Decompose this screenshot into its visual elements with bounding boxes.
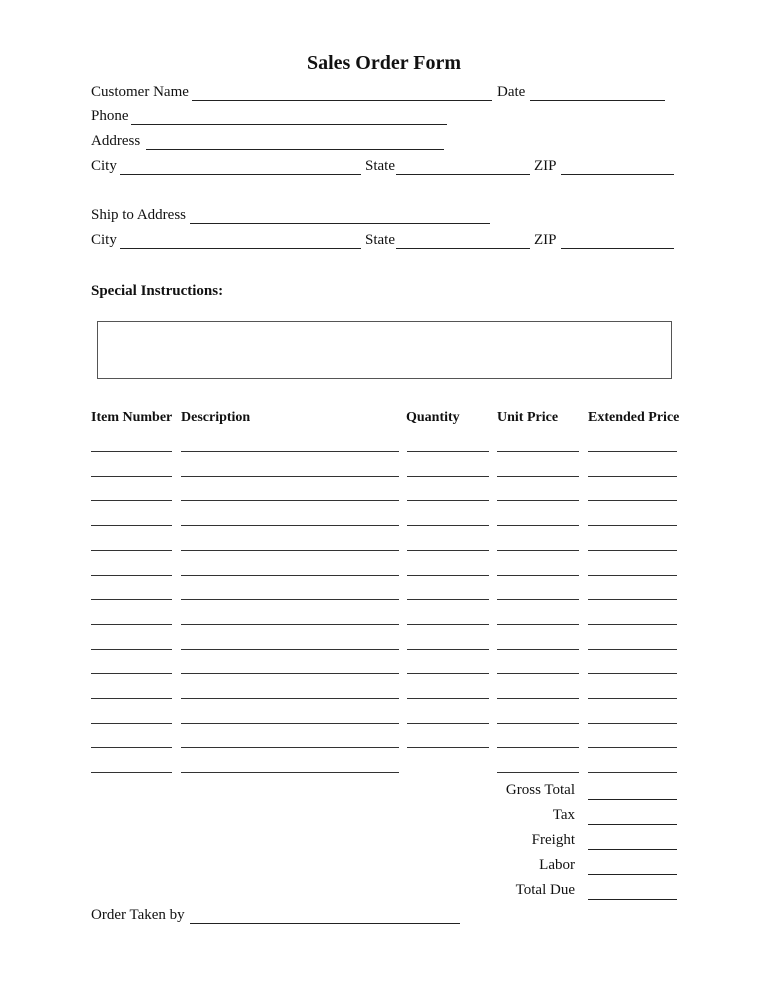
description-field[interactable] bbox=[181, 599, 399, 600]
state-label: State bbox=[365, 158, 395, 174]
unit-price-field[interactable] bbox=[497, 599, 579, 600]
special-instructions-box[interactable] bbox=[97, 321, 672, 379]
gross-total-field[interactable] bbox=[588, 799, 677, 800]
item-number-field[interactable] bbox=[91, 500, 172, 501]
description-field[interactable] bbox=[181, 575, 399, 576]
description-field[interactable] bbox=[181, 673, 399, 674]
description-field[interactable] bbox=[181, 525, 399, 526]
tax-field[interactable] bbox=[588, 824, 677, 825]
extended-price-field[interactable] bbox=[588, 673, 677, 674]
unit-price-field[interactable] bbox=[497, 698, 579, 699]
extended-price-field[interactable] bbox=[588, 772, 677, 773]
date-label: Date bbox=[497, 84, 526, 100]
extended-price-field[interactable] bbox=[588, 451, 677, 452]
item-number-field[interactable] bbox=[91, 476, 172, 477]
description-field[interactable] bbox=[181, 624, 399, 625]
item-number-field[interactable] bbox=[91, 599, 172, 600]
item-number-field[interactable] bbox=[91, 772, 172, 773]
quantity-field[interactable] bbox=[407, 723, 489, 724]
unit-price-field[interactable] bbox=[497, 575, 579, 576]
quantity-field[interactable] bbox=[407, 525, 489, 526]
total-due-field[interactable] bbox=[588, 899, 677, 900]
date-field[interactable] bbox=[530, 100, 665, 101]
unit-price-field[interactable] bbox=[497, 673, 579, 674]
ship-address-field[interactable] bbox=[190, 223, 490, 224]
order-taken-by-field[interactable] bbox=[190, 923, 460, 924]
description-field[interactable] bbox=[181, 649, 399, 650]
city-label: City bbox=[91, 158, 117, 174]
col-header-quantity: Quantity bbox=[406, 410, 460, 425]
description-field[interactable] bbox=[181, 723, 399, 724]
quantity-field[interactable] bbox=[407, 550, 489, 551]
ship-zip-field[interactable] bbox=[561, 248, 674, 249]
quantity-field[interactable] bbox=[407, 575, 489, 576]
item-number-field[interactable] bbox=[91, 723, 172, 724]
unit-price-field[interactable] bbox=[497, 649, 579, 650]
unit-price-field[interactable] bbox=[497, 772, 579, 773]
description-field[interactable] bbox=[181, 772, 399, 773]
extended-price-field[interactable] bbox=[588, 575, 677, 576]
item-number-field[interactable] bbox=[91, 747, 172, 748]
customer-name-label: Customer Name bbox=[91, 84, 189, 100]
extended-price-field[interactable] bbox=[588, 723, 677, 724]
extended-price-field[interactable] bbox=[588, 476, 677, 477]
customer-name-field[interactable] bbox=[192, 100, 492, 101]
quantity-field[interactable] bbox=[407, 476, 489, 477]
item-number-field[interactable] bbox=[91, 673, 172, 674]
description-field[interactable] bbox=[181, 550, 399, 551]
item-number-field[interactable] bbox=[91, 525, 172, 526]
ship-state-field[interactable] bbox=[396, 248, 530, 249]
extended-price-field[interactable] bbox=[588, 698, 677, 699]
ship-address-label: Ship to Address bbox=[91, 207, 187, 223]
freight-label: Freight bbox=[531, 832, 575, 848]
unit-price-field[interactable] bbox=[497, 624, 579, 625]
freight-field[interactable] bbox=[588, 849, 677, 850]
gross-total-label: Gross Total bbox=[505, 782, 575, 798]
extended-price-field[interactable] bbox=[588, 624, 677, 625]
labor-label: Labor bbox=[539, 857, 575, 873]
phone-label: Phone bbox=[91, 108, 129, 124]
item-number-field[interactable] bbox=[91, 550, 172, 551]
quantity-field[interactable] bbox=[407, 624, 489, 625]
item-number-field[interactable] bbox=[91, 451, 172, 452]
quantity-field[interactable] bbox=[407, 451, 489, 452]
item-number-field[interactable] bbox=[91, 624, 172, 625]
ship-city-field[interactable] bbox=[120, 248, 361, 249]
extended-price-field[interactable] bbox=[588, 550, 677, 551]
quantity-field[interactable] bbox=[407, 673, 489, 674]
unit-price-field[interactable] bbox=[497, 451, 579, 452]
extended-price-field[interactable] bbox=[588, 525, 677, 526]
special-instructions-label: Special Instructions: bbox=[91, 283, 224, 299]
unit-price-field[interactable] bbox=[497, 525, 579, 526]
tax-label: Tax bbox=[552, 807, 575, 823]
zip-field[interactable] bbox=[561, 174, 674, 175]
unit-price-field[interactable] bbox=[497, 747, 579, 748]
col-header-unit-price: Unit Price bbox=[497, 410, 559, 425]
quantity-field[interactable] bbox=[407, 649, 489, 650]
extended-price-field[interactable] bbox=[588, 649, 677, 650]
col-header-extended-price: Extended Price bbox=[588, 410, 680, 425]
address-label: Address bbox=[91, 133, 141, 149]
description-field[interactable] bbox=[181, 747, 399, 748]
quantity-field[interactable] bbox=[407, 698, 489, 699]
zip-label: ZIP bbox=[534, 158, 557, 174]
address-field[interactable] bbox=[146, 149, 444, 150]
labor-field[interactable] bbox=[588, 874, 677, 875]
quantity-field[interactable] bbox=[407, 500, 489, 501]
order-taken-by-label: Order Taken by bbox=[91, 907, 185, 923]
phone-field[interactable] bbox=[131, 124, 447, 125]
city-field[interactable] bbox=[120, 174, 361, 175]
description-field[interactable] bbox=[181, 500, 399, 501]
total-due-label: Total Due bbox=[515, 882, 575, 898]
item-number-field[interactable] bbox=[91, 649, 172, 650]
extended-price-field[interactable] bbox=[588, 500, 677, 501]
form-title: Sales Order Form bbox=[306, 52, 462, 74]
quantity-field[interactable] bbox=[407, 599, 489, 600]
unit-price-field[interactable] bbox=[497, 500, 579, 501]
state-field[interactable] bbox=[396, 174, 530, 175]
item-number-field[interactable] bbox=[91, 575, 172, 576]
description-field[interactable] bbox=[181, 698, 399, 699]
item-number-field[interactable] bbox=[91, 698, 172, 699]
ship-city-label: City bbox=[91, 232, 117, 248]
description-field[interactable] bbox=[181, 476, 399, 477]
ship-zip-label: ZIP bbox=[534, 232, 557, 248]
unit-price-field[interactable] bbox=[497, 476, 579, 477]
quantity-field[interactable] bbox=[407, 747, 489, 748]
unit-price-field[interactable] bbox=[497, 723, 579, 724]
ship-state-label: State bbox=[365, 232, 395, 248]
unit-price-field[interactable] bbox=[497, 550, 579, 551]
col-header-item-number: Item Number bbox=[91, 410, 173, 425]
col-header-description: Description bbox=[181, 410, 251, 425]
extended-price-field[interactable] bbox=[588, 747, 677, 748]
description-field[interactable] bbox=[181, 451, 399, 452]
extended-price-field[interactable] bbox=[588, 599, 677, 600]
